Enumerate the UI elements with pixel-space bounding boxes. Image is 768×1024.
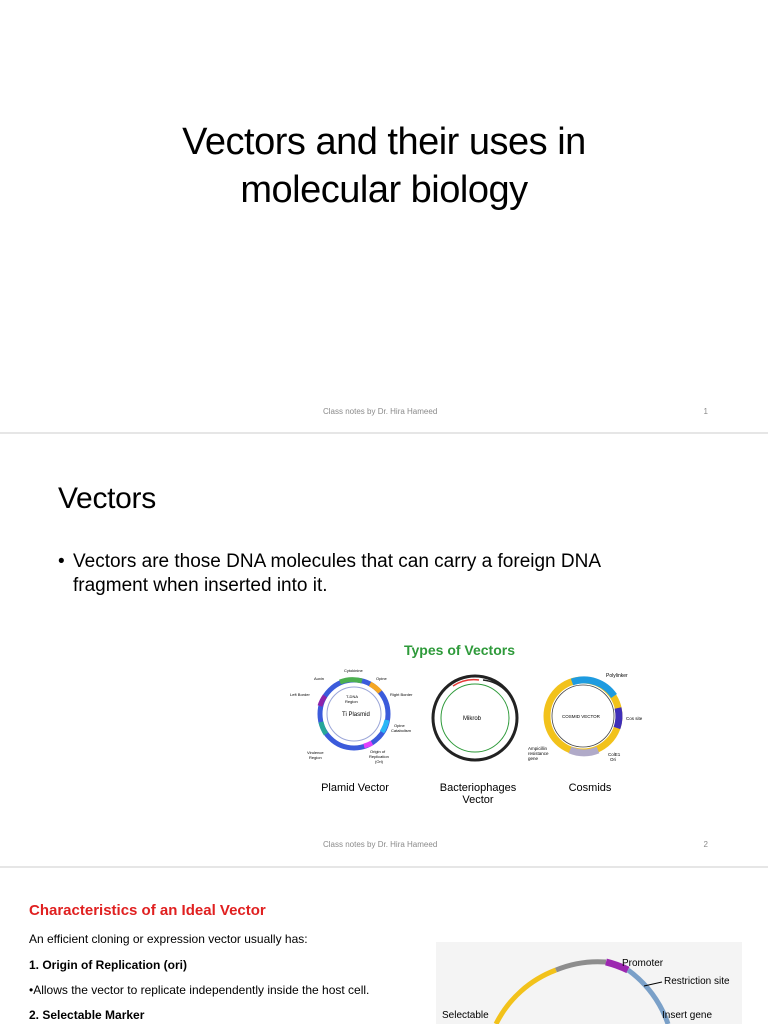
label-auxin: Auxin [314, 676, 325, 681]
vector-map-diagram [436, 942, 742, 1024]
bullet-line-1: Vectors are those DNA molecules that can carry a foreign DNA [73, 551, 602, 572]
slide-2 [0, 434, 768, 866]
label-ti-plasmid: Ti Plasmid [342, 712, 370, 718]
bullet-line-2: fragment when inserted into it. [73, 575, 328, 596]
label-opine: Opine [376, 676, 387, 681]
label-amp-2: resistance [528, 751, 549, 756]
item-1-description: •Allows the vector to replicate independently inside the host cell. [29, 983, 370, 997]
types-of-vectors-title: Types of Vectors [404, 642, 516, 658]
slide-2-title: Vectors [58, 482, 156, 515]
vector-arc-yellow [496, 970, 556, 1024]
bullet-symbol: • [58, 551, 65, 572]
label-amp-3: gene [528, 756, 539, 761]
label-restriction-site: Restriction site [664, 976, 730, 987]
title-line-2: molecular biology [240, 169, 528, 211]
slide-1 [0, 0, 768, 432]
slide-3 [0, 868, 768, 1024]
label-tdna-1: T-DNA [346, 694, 358, 699]
cosmid-cos-arc [617, 708, 619, 728]
label-cole1-2: Ori [610, 757, 616, 762]
item-1-heading: 1. Origin of Replication (ori) [29, 958, 188, 972]
label-phage-center: Mikrob [463, 716, 482, 722]
label-cole1-1: ColE1 [608, 752, 621, 757]
label-virulence-1: Virulence [307, 750, 324, 755]
label-insert-gene: Insert gene [662, 1010, 713, 1021]
vector-arc-grey [556, 962, 606, 970]
plasmid-segment-green [340, 680, 362, 682]
label-ori-1: Origin of [370, 749, 386, 754]
label-cytokinine: Cytokinine [344, 668, 363, 673]
bacteriophage-diagram [425, 670, 525, 766]
label-polylinker: Polylinker [606, 673, 628, 679]
label-selectable: Selectable [442, 1010, 489, 1021]
slide-1-footer: Class notes by Dr. Hira Hameed [323, 407, 438, 416]
slide-1-page-number: 1 [703, 407, 708, 416]
bullet-point [58, 550, 658, 598]
caption-bacteriophage [420, 782, 536, 806]
slide-1-title [0, 118, 768, 214]
slide-3-title: Characteristics of an Ideal Vector [29, 902, 266, 919]
cosmid-diagram [526, 668, 656, 768]
caption-bacteriophage-line-1: Bacteriophages [439, 782, 517, 794]
plasmid-segment-orange [370, 684, 380, 692]
plasmid-segment-purple [320, 696, 325, 706]
ti-plasmid-diagram [290, 660, 420, 770]
cosmid-grey-arc [570, 750, 598, 753]
label-left-border: Left Border [290, 692, 310, 697]
label-right-border: Right Border [390, 692, 413, 697]
plasmid-segment-teal [321, 722, 326, 734]
caption-bacteriophage-line-2: Vector [462, 794, 494, 806]
label-cosmid-center: COSMID VECTOR [562, 714, 600, 719]
title-line-1: Vectors and their uses in [182, 121, 586, 163]
plasmid-segment-magenta [364, 743, 372, 746]
label-opine-catabolism-1: Opine [394, 723, 405, 728]
slide-2-footer: Class notes by Dr. Hira Hameed [323, 840, 438, 849]
label-promoter: Promoter [622, 958, 664, 969]
item-2-heading: 2. Selectable Marker [29, 1008, 145, 1022]
label-tdna-2: Region [345, 699, 358, 704]
label-virulence-2: Region [309, 755, 322, 760]
label-ori-3: (Ori) [375, 759, 383, 764]
label-amp-1: Ampicillin [528, 746, 548, 751]
intro-text: An efficient cloning or expression vector usually has: [29, 932, 308, 946]
cosmid-polylinker-arc [572, 680, 614, 696]
caption-cosmid: Cosmids [568, 782, 612, 794]
slide-2-page-number: 2 [703, 840, 708, 849]
label-cos-site: Cos site [626, 716, 643, 721]
caption-plasmid: Plamid Vector [321, 782, 389, 794]
label-opine-catabolism-2: Catabolism [391, 728, 412, 733]
label-ori-2: Replication [369, 754, 389, 759]
